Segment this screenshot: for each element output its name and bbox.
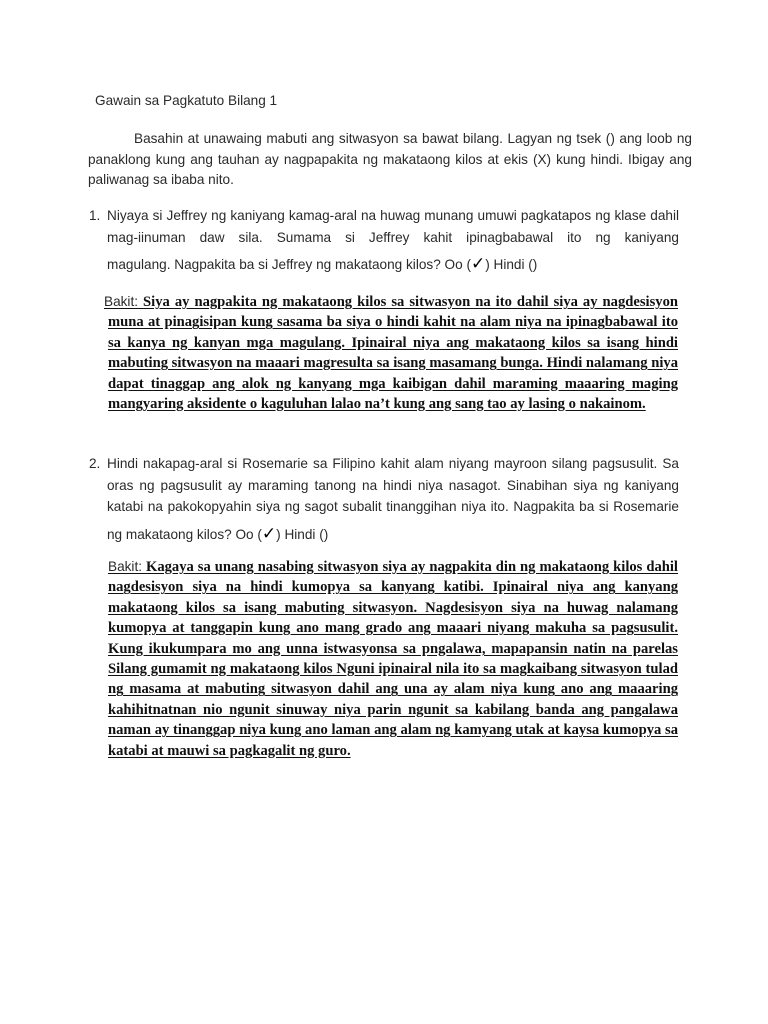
question-1 <box>89 205 679 276</box>
yes-option-label: magulang. Nagpakita ba si Jeffrey ng makataong kilos? Oo ( <box>107 257 471 272</box>
question-body: Hindi nakapag-aral si Rosemarie sa Filipino kahit alam niyang mayroon silang pagsusulit. Sa oras ng pagsusulit ay maraming tanong na hindi niya nasagot. Sinabihan siya ng kaniyang katabi na pakokopyahin siya ng sagot subalit tinanggihan niya ito. Nagpakita ba si Rosemarie <box>107 456 679 514</box>
question-body: Niyaya si Jeffrey ng kaniyang kamag-aral na huwag munang umuwi pagkatapos ng klase dahil mag-iinuman daw sila. Sumama si Jeffrey kahit ipinagbabawal ito ng kaniyang <box>107 208 679 245</box>
check-mark-icon: ✓ <box>470 254 486 274</box>
answer-2 <box>108 557 678 761</box>
question-number: 1. <box>89 208 101 223</box>
answer-text: Siya ay nagpakita ng makataong kilos sa sitwasyon na ito dahil siya ay nagdesisyon muna at pinagisipan kung sasama ba siya o hindi kahit na alam niya na ipinagbabawal ito sa kanya ng kanyan mga magulang. Ipinairal niya ang makataong kilos sa isang hindi mabuting sitwasyon na maaari magresulta sa isang masamang bunga. Hindi nalamang niya dapat tinaggap ang alok ng kanyang mga kaibigan dahil maraming maaaring maging mangyaring aksidente o kaguluhan lalao na’t kung ang sang tao ay lasing o nakainom. <box>108 294 678 413</box>
question-prompt <box>107 524 328 546</box>
no-option-label: ) Hindi () <box>485 257 538 272</box>
check-mark-icon: ✓ <box>261 523 277 544</box>
answer-text: Kagaya sa unang nasabing sitwasyon siya ay nagpakita din ng makataong kilos dahil nagdesisyon siya na hindi kumopya sa kanyang katibi. Ipinairal niya ang kanyang makataong kilos sa isang mabuting sitwasyon. Nagdesisyon siya na huwag nalamang kumopya at tanggapin kung ano mang grado ang maaari niyang makuha sa pagsusulit. Kung ikukumpara mo ang unna istwasyonsa sa pngalawa, mapapansin natin na parelas Silang gumamit ng makataong kilos Nguni ipinairal nila ito sa magkaibang sitwasyon tulad ng masama at mabuting sitwasyon dahil ang una ay alam niya kung ano ang maaaring kahihitnatnan nio ngunit sinuway niya parin ngunit sa kabilang banda ang pangalawa naman ay tinanggap niya kung ano laman ang alam ng kamyang utak at kaysa kumopya sa katabi at mauwi sa pagkagalit ng guro. <box>108 559 678 759</box>
instructions-paragraph: Basahin at unawaing mabuti ang sitwasyon sa bawat bilang. Lagyan ng tsek () ang loob ng panaklong kung ang tauhan ay nagpapakita ng makataong kilos at ekis (X) kung hindi. Ibigay ang paliwanag sa ibaba nito. <box>88 131 692 187</box>
question-prompt <box>107 254 537 276</box>
question-text <box>107 205 679 276</box>
question-2 <box>89 453 679 545</box>
answer-label: Bakit: <box>108 559 142 574</box>
yes-option-label: ng makataong kilos? Oo ( <box>107 526 262 542</box>
answer-label: Bakit: <box>104 294 138 309</box>
page-title: Gawain sa Pagkatuto Bilang 1 <box>95 93 278 108</box>
answer-1 <box>104 292 678 414</box>
no-option-label: ) Hindi () <box>276 526 329 542</box>
question-text <box>107 453 679 545</box>
question-number: 2. <box>89 456 101 471</box>
